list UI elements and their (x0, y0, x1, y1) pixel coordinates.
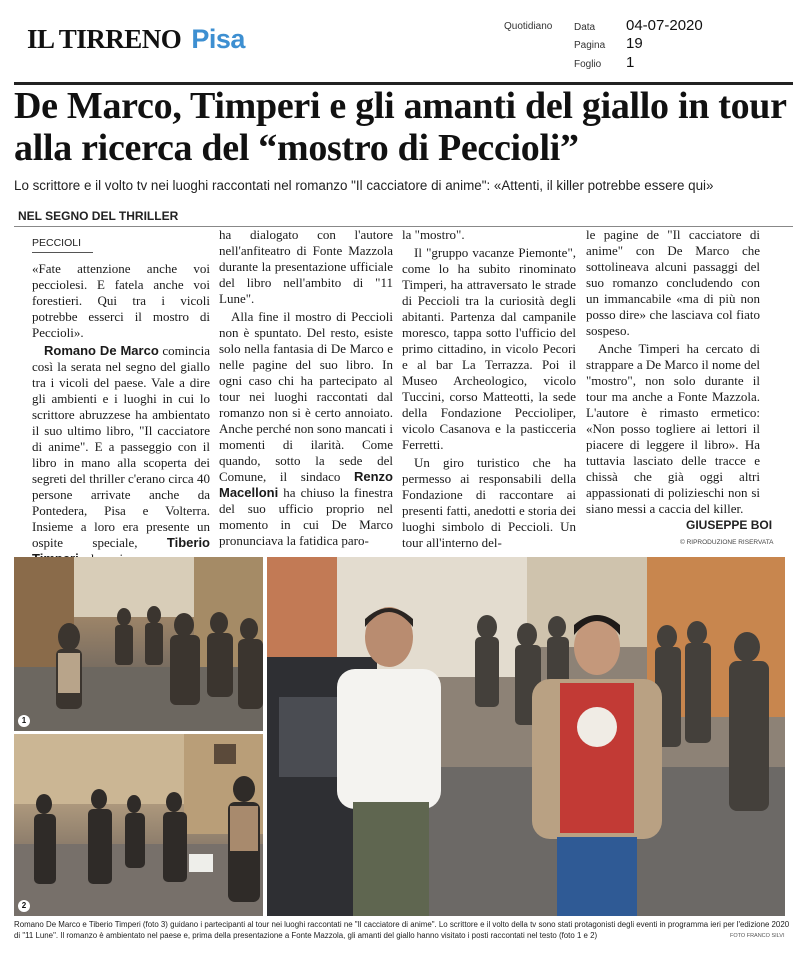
section-kicker: NEL SEGNO DEL THRILLER (18, 209, 179, 223)
photo-credit: FOTO FRANCO SILVI (730, 933, 785, 939)
photo-3-de-marco-and-timperi (267, 557, 785, 916)
photo-1-group-listening (14, 557, 263, 731)
photo-3-scene (267, 557, 785, 916)
date-label: Data (574, 22, 596, 33)
paragraph: Un giro turistico che ha permesso ai responsabili della Fondazione di raccontare ai presenti fatti, anedotti e storia dei luoghi simbolo di Peccioli. Un tour all'interno del- (402, 455, 576, 550)
paragraph: la "mostro". (402, 227, 465, 242)
paragraph (219, 309, 393, 549)
paragraph-text: Alla fine il mostro di Peccioli non è spuntato. Del resto, esiste solo nella fantasia di De Marco e nelle pagine del suo libro. In ogni caso chi ha partecipato al tour nei luoghi raccontati dal romanzo non si è certo annoiato. Anche perché non sono mancati i momenti di ilarità. Come quando, sotto la sede del Comune, il sindaco (219, 309, 393, 484)
edition-name: Pisa (191, 24, 245, 54)
article-column-4 (586, 227, 760, 519)
photo-caption: Romano De Marco e Tiberio Timperi (foto 3) guidano i partecipanti al tour nei luoghi raccontati ne "Il cacciatore di anime". Lo scrittore e il volto della tv sono stati protagonisti degli eventi in programma ieri per l'edizione 2020 di "11 Lune". Il romanzo è ambientato nel paese e, prima della presentazione a Fonte Mazzola, gli amanti del giallo hanno visitato i posti raccontati nel testo (foto 1 e 2) (14, 920, 790, 940)
date-value: 04-07-2020 (626, 17, 703, 34)
photo-1-scene (14, 557, 263, 731)
photo-number-1: 1 (18, 715, 30, 727)
photo-number-2: 2 (18, 900, 30, 912)
byline: GIUSEPPE BOI (686, 518, 773, 532)
person-name: Tiberio (166, 535, 210, 550)
page-label: Pagina (574, 40, 606, 51)
article-column-1 (32, 261, 210, 569)
dateline: PECCIOLI (32, 237, 93, 253)
copyright-notice: © RIPRODUZIONE RISERVATA (680, 539, 774, 546)
newspaper-masthead (27, 24, 245, 55)
paragraph: Il "gruppo vacanze Piemonte", come lo ha subito rinominato Timperi, ha attraversato le strade di Peccioli tra la curiosità degli abitanti. Partenza dal campanile moresco, tappa sotto l'ufficio del primo cittadino, in vicolo Pecori e al bar La Terrazza. Poi il Museo Archeologico, vicolo Tuccini, corso Matteotti, la sede della Fondazione Peccioliper, vicolo Casanova e la pasticceria Ferretti. (402, 245, 576, 452)
photo-2-group-walking (14, 734, 263, 916)
article-column-3 (402, 227, 576, 553)
article-column-2 (219, 227, 393, 551)
sheet-value: 1 (626, 54, 635, 71)
person-name: Romano De Marco (44, 343, 159, 358)
person-name: Renzo Macelloni (219, 469, 393, 500)
paragraph: ha dialogato con l'autore nell'anfiteatro di Fonte Mazzola durante la presentazione ufficiale del libro nell'ambito di "11 Lune". (219, 227, 393, 306)
photo-2-scene (14, 734, 263, 916)
paragraph (32, 343, 210, 567)
paragraph: Anche Timperi ha cercato di strappare a De Marco il nome del "mostro", non solo durante il tour ma anche a Fonte Mazzola. L'autore è rimasto ermetico: «Non posso togliere ai lettori il piacere di leggere il libro». Ha tuttavia lasciato delle tracce e chissà che già oggi altri appassionati di polizieschi non si siano messi a caccia del killer. (586, 341, 760, 516)
page-value: 19 (626, 35, 643, 52)
sheet-label: Foglio (574, 59, 602, 70)
subtitle: Lo scrittore e il volto tv nei luoghi raccontati nel romanzo "Il cacciatore di anime": «Attenti, il killer potrebbe essere qui» (14, 178, 714, 193)
paragraph: le pagine de "Il cacciatore di anime" con De Marco che sottolineava alcuni passaggi del suo romanzo concludendo con un immancabile «ma di più non posso dire» che lasciava col fiato sospeso. (586, 227, 760, 338)
newspaper-name: IL TIRRENO (27, 24, 182, 54)
paragraph-text: ha chiuso la finestra del suo ufficio proprio nel momento in cui De Marco pronunciava la fatidica paro- (219, 485, 393, 548)
paragraph: «Fate attenzione anche voi pecciolesi. E fatela anche voi forestieri. Qui tra i vicoli potrebbe esserci il mostro di Peccioli». (32, 261, 210, 340)
paragraph-text: comincia così la serata nel segno del giallo tra i vicoli del paese. Vale a dire gli ambienti e i luoghi in cui lo scrittore abruzzese ha ambientato il suo ultimo libro, "Il cacciatore di anime". E a passeggio con il libro in mano alla scoperta dei segreti del thriller c'erano circa 40 persone arrivate anche da Pontedera, Pisa e Volterra. Insieme a loro era presente un ospite speciale, (32, 343, 210, 550)
publication-type: Quotidiano (504, 21, 553, 32)
headline: De Marco, Timperi e gli amanti del giallo in tour alla ricerca del “mostro di Peccioli” (14, 85, 787, 169)
